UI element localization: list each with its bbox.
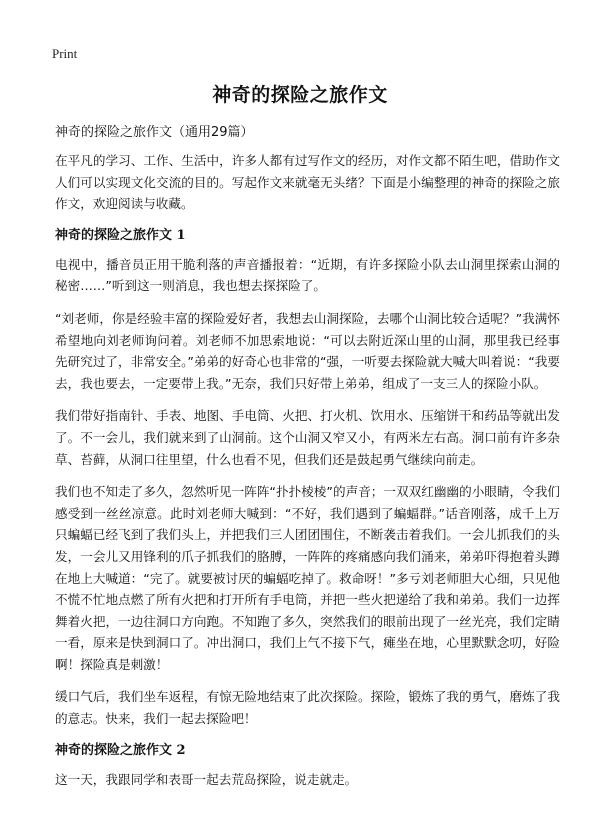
section-paragraph: 我们也不知走了多久，忽然听见一阵阵“扑扑棱棱”的声音；一双双红幽幽的小眼睛，令我们感受到一丝丝凉意。此时刘老师大喊到：“不好，我们遇到了蝙蝠群。”话音刚落，成千上万只蝙蝠已经飞到了我们头上，并把我们三人团团围住，不断袭击着我们。一会儿抓我们的头发，一会儿又用锋利的爪子抓我们的胳膊，一阵阵的疼痛感向我们涌来，弟弟吓得抱着头蹲在地上大喊道：“完了。就要被讨厌的蝙蝠吃掉了。救命呀！”多亏刘老师胆大心细，只见他不慌不忙地点燃了所有火把和打开所有手电筒，并把一些火把递给了我和弟弟。我们一边挥舞着火把，一边往洞口方向跑。不知跑了多久，突然我们的眼前出现了一丝光亮，我们定睛一看，原来是快到洞口了。冲出洞口，我们上气不接下气，瘫坐在地，心里默默念叨，好险啊！探险真是刺激！	[55, 484, 560, 672]
article-body	[55, 150, 560, 801]
section-2	[55, 741, 560, 791]
section-paragraph: 这一天，我跟同学和表哥一起去荒岛探险，说走就走。	[55, 771, 358, 787]
section-paragraph: “刘老师，你是经验丰富的探险爱好者，我想去山洞探险，去哪个山洞比较合适呢？”我满怀希望地向刘老师询问着。刘老师不加思索地说：“可以去附近深山里的山洞，那里我已经事先研究过了，非常安全。”弟弟的好奇心也非常的“强，一听要去探险就大喊大叫着说：“我要去，我也要去，一定要带上我。”无奈，我们只好带上弟弟，组成了一支三人的探险小队。	[55, 310, 560, 391]
section-1	[55, 226, 560, 730]
section-heading: 神奇的探险之旅作文 2	[55, 742, 186, 758]
section-paragraph: 缓口气后，我们坐车返程，有惊无险地结束了此次探险。探险，锻炼了我的勇气，磨炼了我的意志。快来，我们一起去探险吧！	[55, 689, 560, 727]
intro-paragraph: 在平凡的学习、工作、生活中，许多人都有过写作文的经历，对作文都不陌生吧，借助作文人们可以实现文化交流的目的。写起作文来就毫无头绪？下面是小编整理的神奇的探险之旅作文，欢迎阅读与收藏。	[55, 153, 560, 212]
print-link[interactable]: Print	[52, 46, 78, 61]
section-paragraph: 我们带好指南针、手表、地图、手电筒、火把、打火机、饮用水、压缩饼干和药品等就出发了。不一会儿，我们就来到了山洞前。这个山洞又窄又小，有两米左右高。洞口前有许多杂草、苔藓，从洞口往里望，什么也看不见，但我们还是鼓起勇气继续向前走。	[55, 408, 560, 467]
document-subtitle: 神奇的探险之旅作文（通用29篇）	[55, 125, 254, 140]
section-heading: 神奇的探险之旅作文 1	[55, 227, 186, 243]
section-paragraph: 电视中，播音员正用干脆利落的声音播报着：“近期，有许多探险小队去山洞里探索山洞的秘密……”听到这一则消息，我也想去探探险了。	[55, 256, 560, 294]
page-title: 神奇的探险之旅作文	[212, 84, 388, 106]
